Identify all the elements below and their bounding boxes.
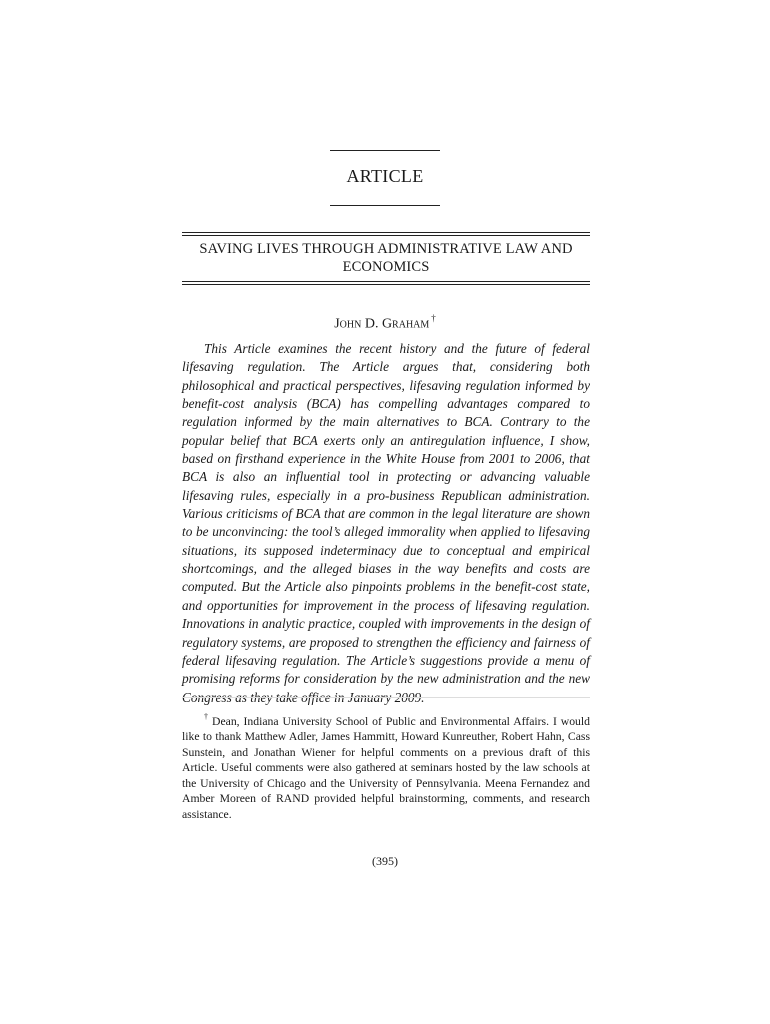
abstract: This Article examines the recent history and the future of federal lifesaving regulation. The Article argues that, considering both philosophical and practical perspectives, lifesaving regulation informed by benefit-cost analysis (BCA) has compelling advantages compared to regulation informed by the main alternatives to BCA. Contrary to the popular belief that BCA exerts only an antiregulation influence, I show, based on firsthand experience in the White House from 2001 to 2006, that BCA is also an influential tool in protecting or advancing valuable lifesaving rules, especially in a pro-business Republican administration. Various criticisms of BCA that are common in the legal literature are shown to be unconvincing: the tool’s alleged immorality when applied to lifesaving situations, its supposed indeterminacy due to conceptual and empirical shortcomings, and the alleged biases in the way benefits and costs are computed. But the Article also pinpoints problems in the benefit-cost state, and opportunities for improvement in the process of lifesaving regulation. Innovations in analytic practice, coupled with improvements in the design of regulatory systems, are proposed to strengthen the efficiency and fairness of federal lifesaving regulation. The Article’s suggestions provide a menu of promising reforms for consideration by the new administration and the new Congress as they take office in January 2009. <box>182 341 590 705</box>
footnote <box>182 710 590 822</box>
heading-rule-top <box>330 150 440 151</box>
author-name: John D. Graham <box>334 316 430 332</box>
footnote-mark: † <box>204 712 210 721</box>
article-title: SAVING LIVES THROUGH ADMINISTRATIVE LAW AND ECONOMICS <box>199 241 573 275</box>
heading-rule-bottom <box>330 205 440 206</box>
title-rule-bottom <box>182 281 590 285</box>
title-rule-top <box>182 232 590 236</box>
footnote-text: Dean, Indiana University School of Public and Environmental Affairs. I would like to thank Matthew Adler, James Hammitt, Howard Kunreuther, Robert Hahn, Cass Sunstein, and Jonathan Wiener for helpful comments on a previous draft of this Article. Useful comments were also gathered at seminars hosted by the law schools at the University of Chicago and the University of Pennsylvania. Meena Fernandez and Amber Moreen of RAND provided helpful brainstorming, comments, and research assistance. <box>182 714 590 821</box>
section-heading: ARTICLE <box>346 166 424 186</box>
author-line <box>0 314 770 333</box>
author-footnote-mark[interactable]: † <box>431 313 436 323</box>
footnote-divider <box>182 697 590 698</box>
page-number: (395) <box>372 854 398 868</box>
